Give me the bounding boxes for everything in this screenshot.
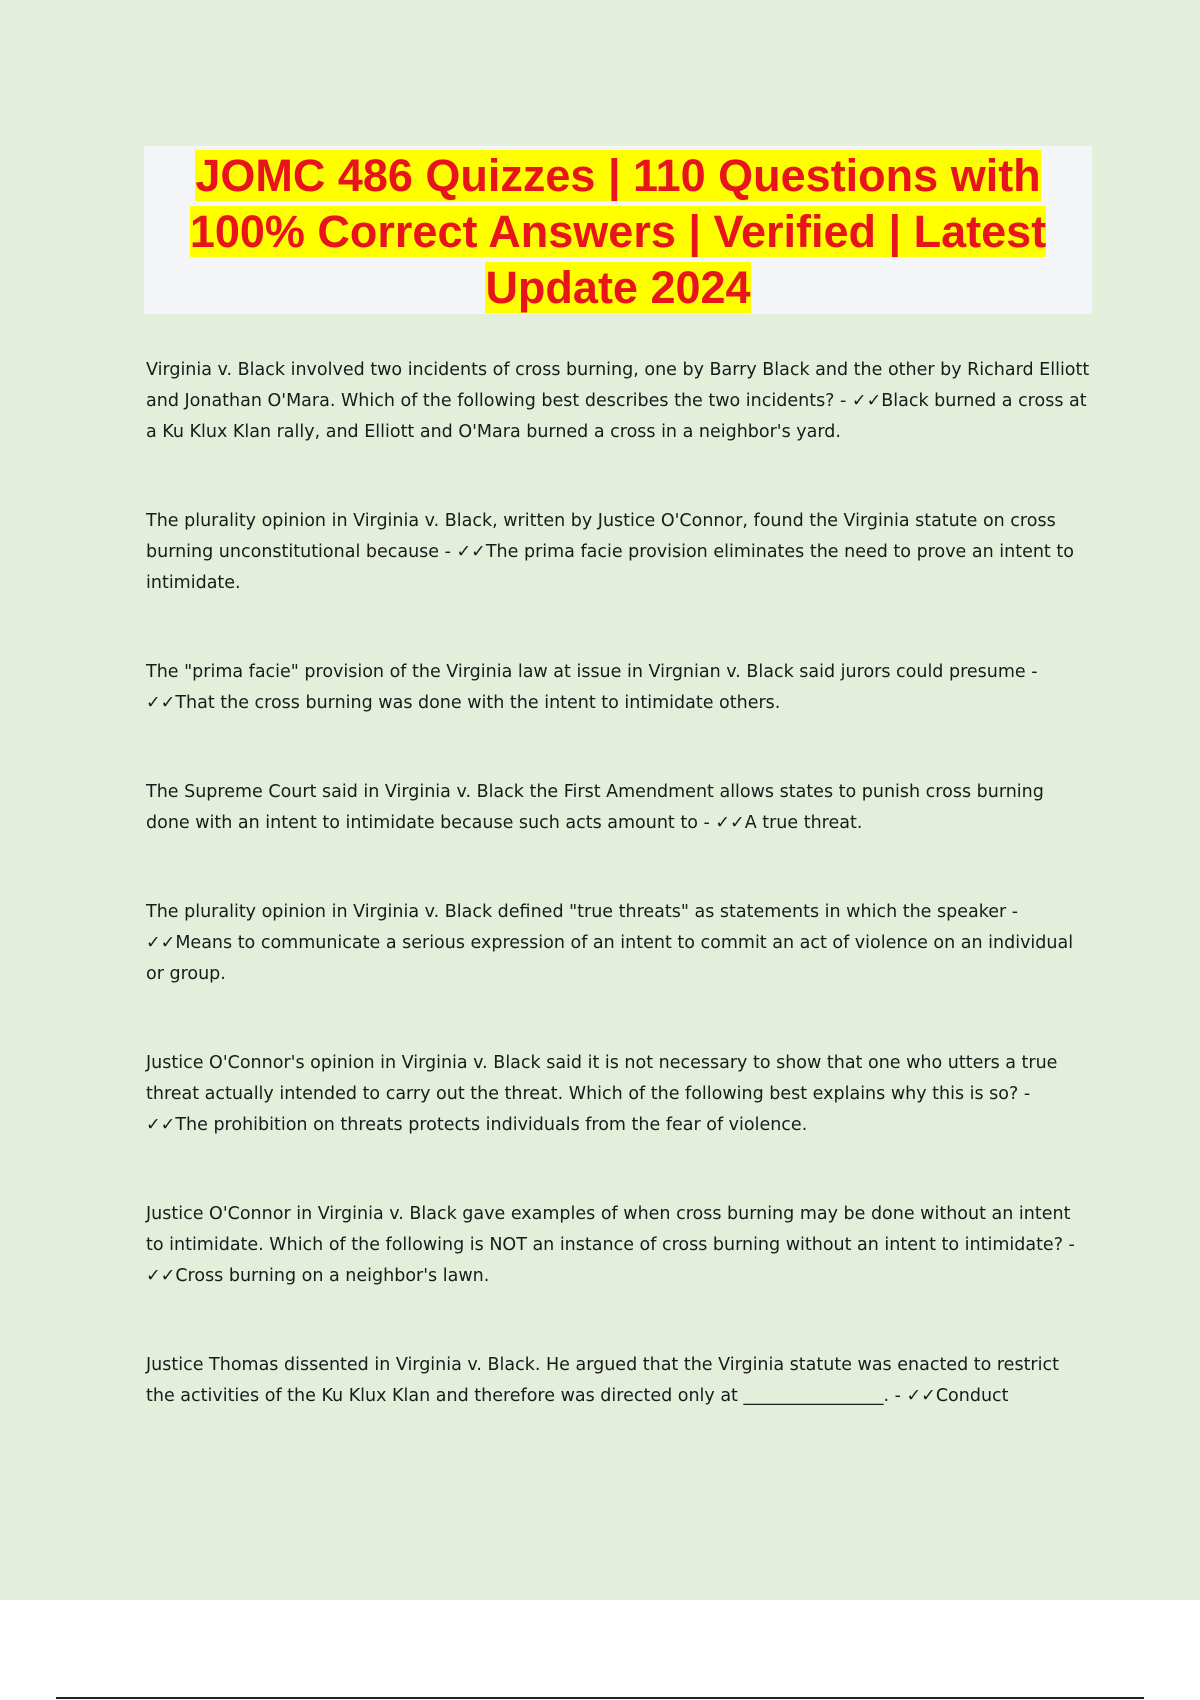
question-text: The plurality opinion in Virginia v. Black, written by Justice O'Connor, found the Virginia statute on cross burning unconstitutional because - <box>146 511 1056 562</box>
question-answer-item <box>146 506 1092 599</box>
check-mark-icon: ✓✓ <box>456 542 486 562</box>
question-answer-item <box>146 897 1092 990</box>
question-text: Justice Thomas dissented in Virginia v. Black. He argued that the Virginia statute was enacted to restrict the activities of the Ku Klux Klan and therefore was directed only at ________________. - <box>146 1355 1059 1406</box>
answer-text: Black burned a cross at a Ku Klux Klan rally, and Elliott and O'Mara burned a cross in a neighbor's yard. <box>146 391 1087 442</box>
title-highlight: JOMC 486 Quizzes | 110 Questions with 100% Correct Answers | Verified | Latest Update 2024 <box>189 150 1047 313</box>
check-mark-icon: ✓✓ <box>146 693 176 713</box>
answer-text: Cross burning on a neighbor's lawn. <box>175 1266 490 1286</box>
title-banner <box>144 146 1092 314</box>
answer-text: The prohibition on threats protects individuals from the fear of violence. <box>175 1115 808 1135</box>
question-answer-item <box>146 1350 1092 1412</box>
question-text: The Supreme Court said in Virginia v. Black the First Amendment allows states to punish cross burning done with an intent to intimidate because such acts amount to - <box>146 782 1044 833</box>
check-mark-icon: ✓✓ <box>851 391 882 411</box>
document-title <box>144 146 1092 316</box>
question-answer-item <box>146 1048 1092 1141</box>
answer-text: That the cross burning was done with the intent to intimidate others. <box>175 693 781 713</box>
check-mark-icon: ✓✓ <box>906 1386 936 1406</box>
question-text: The plurality opinion in Virginia v. Black defined "true threats" as statements in which the speaker - <box>146 902 1019 922</box>
answer-text: A true threat. <box>744 813 863 833</box>
answer-text: Means to communicate a serious expression of an intent to commit an act of violence on an individual or group. <box>146 933 1074 984</box>
question-list <box>146 355 1092 1470</box>
question-text: Justice O'Connor's opinion in Virginia v. Black said it is not necessary to show that one who utters a true threat actually intended to carry out the threat. Which of the following best explains why this is so? - <box>146 1053 1058 1104</box>
check-mark-icon: ✓✓ <box>146 1115 176 1135</box>
question-answer-item <box>146 657 1092 719</box>
check-mark-icon: ✓✓ <box>146 933 176 953</box>
footer-divider <box>56 1697 1144 1699</box>
check-mark-icon: ✓✓ <box>146 1266 176 1286</box>
answer-text: The prima facie provision eliminates the need to prove an intent to intimidate. <box>146 542 1074 593</box>
question-answer-item <box>146 777 1092 839</box>
question-answer-item <box>146 355 1092 448</box>
answer-text: Conduct <box>935 1386 1009 1406</box>
question-text: The "prima facie" provision of the Virginia law at issue in Virgnian v. Black said jurors could presume - <box>146 662 1038 682</box>
question-text: Virginia v. Black involved two incidents of cross burning, one by Barry Black and the other by Richard Elliott and Jonathan O'Mara. Which of the following best describes the two incidents? - <box>146 360 1090 411</box>
question-text: Justice O'Connor in Virginia v. Black gave examples of when cross burning may be done without an intent to intimidate. Which of the following is NOT an instance of cross burning without an intent to intimidate? - <box>146 1204 1075 1255</box>
question-answer-item <box>146 1199 1092 1292</box>
check-mark-icon: ✓✓ <box>715 813 745 833</box>
